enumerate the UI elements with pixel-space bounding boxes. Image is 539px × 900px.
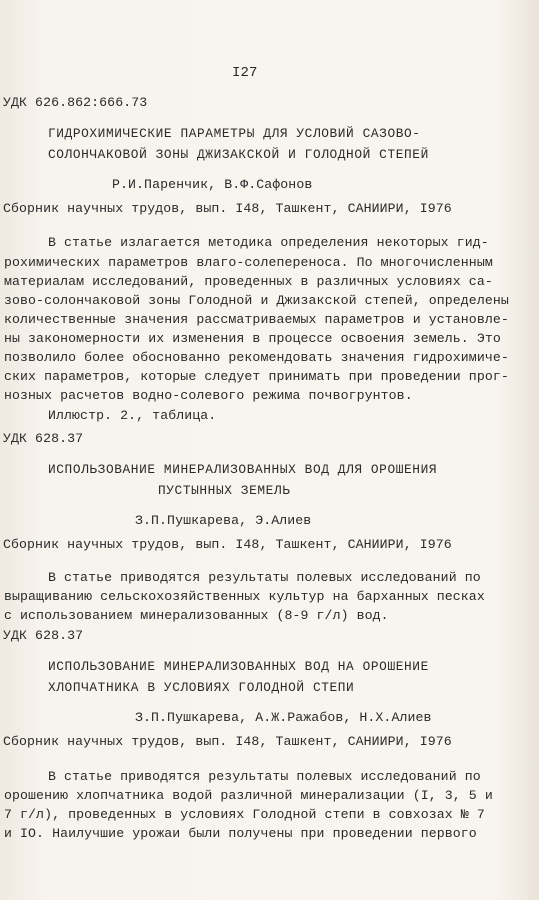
abstract-line: В статье приводятся результаты полевых исследований по <box>48 570 481 585</box>
article-source: Сборник научных трудов, вып. I48, Ташкент, САНИИРИ, I976 <box>3 537 452 552</box>
illustrations-note: Иллюстр. 2., таблица. <box>48 408 217 423</box>
article-title-line: СОЛОНЧАКОВОЙ ЗОНЫ ДЖИЗАКСКОЙ И ГОЛОДНОЙ СТЕПЕЙ <box>48 147 429 162</box>
article-source: Сборник научных трудов, вып. I48, Ташкент, САНИИРИ, I976 <box>3 734 452 749</box>
article-title-line: ИСПОЛЬЗОВАНИЕ МИНЕРАЛИЗОВАННЫХ ВОД ДЛЯ ОРОШЕНИЯ <box>48 462 438 477</box>
abstract-line: 7 г/л), проведенных в условиях Голодной степи в совхозах № 7 <box>4 807 485 822</box>
article-authors: Р.И.Паренчик, В.Ф.Сафонов <box>112 177 313 192</box>
article-title-line: ИСПОЛЬЗОВАНИЕ МИНЕРАЛИЗОВАННЫХ ВОД НА ОРОШЕНИЕ <box>48 659 429 674</box>
page-number: I27 <box>232 65 258 81</box>
abstract-line: нозных расчетов водно-солевого режима почвогрунтов. <box>4 388 413 403</box>
article-title-line: ГИДРОХИМИЧЕСКИЕ ПАРАМЕТРЫ ДЛЯ УСЛОВИЙ САЗОВО- <box>48 126 421 141</box>
udc-code: УДК 628.37 <box>3 628 84 643</box>
abstract-line: выращиванию сельскохозяйственных культур на барханных песках <box>4 589 485 604</box>
abstract-line: позволило более обоснованно рекомендовать значения гидрохимиче- <box>4 350 509 365</box>
abstract-line: количественные значения рассматриваемых параметров и установле- <box>4 312 509 327</box>
abstract-line: с использованием минерализованных (8-9 г/л) вод. <box>4 608 389 623</box>
abstract-line: зово-солончаковой зоны Голодной и Джизакской степей, определены <box>4 293 509 308</box>
abstract-line: ских параметров, которые следует принимать при проведении прог- <box>4 369 509 384</box>
article-title-line: ПУСТЫННЫХ ЗЕМЕЛЬ <box>158 483 291 498</box>
article-title-line: ХЛОПЧАТНИКА В УСЛОВИЯХ ГОЛОДНОЙ СТЕПИ <box>48 680 355 695</box>
abstract-line: рохимических параметров влаго-солепереноса. По многочисленным <box>4 255 493 270</box>
abstract-line: материалам исследований, проведенных в различных условиях са- <box>4 274 493 289</box>
udc-code: УДК 628.37 <box>3 431 84 446</box>
udc-code: УДК 626.862:666.73 <box>3 95 148 110</box>
article-source: Сборник научных трудов, вып. I48, Ташкент, САНИИРИ, I976 <box>3 201 452 216</box>
abstract-line: орошению хлопчатника водой различной минерализации (I, 3, 5 и <box>4 788 493 803</box>
abstract-line: и IO. Наилучшие урожаи были получены при проведении первого <box>4 826 477 841</box>
abstract-line: В статье приводятся результаты полевых исследований по <box>48 769 481 784</box>
article-authors: З.П.Пушкарева, Э.Алиев <box>135 513 312 528</box>
abstract-line: В статье излагается методика определения некоторых гид- <box>48 235 489 250</box>
abstract-line: ны закономерности их изменения в процессе освоения земель. Это <box>4 331 501 346</box>
article-authors: З.П.Пушкарева, А.Ж.Ражабов, Н.Х.Алиев <box>135 710 432 725</box>
